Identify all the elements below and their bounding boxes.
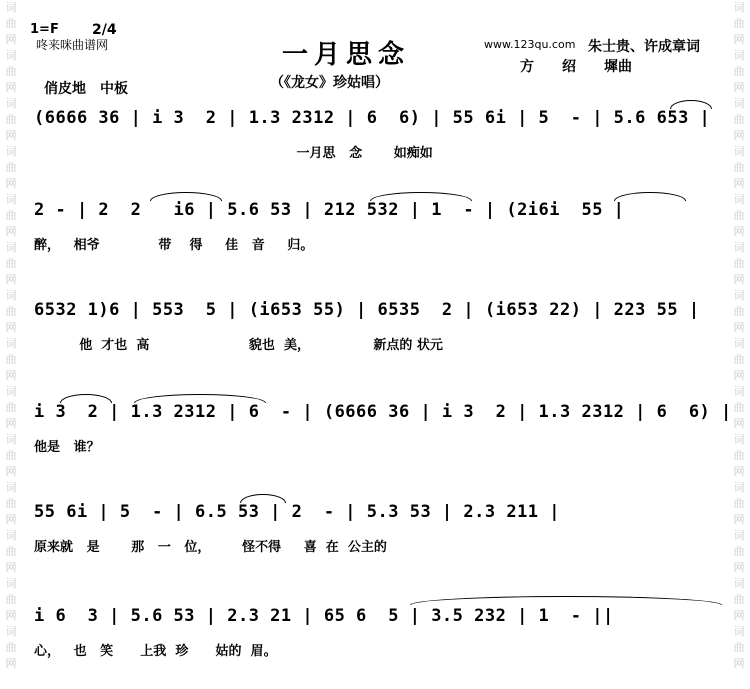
watermark-glyph: 曲 <box>733 545 745 558</box>
watermark-glyph: 曲 <box>5 353 17 366</box>
watermark-glyph: 词 <box>733 193 745 206</box>
watermark-left <box>4 0 18 689</box>
watermark-glyph: 网 <box>5 609 17 622</box>
watermark-glyph: 曲 <box>733 353 745 366</box>
key-signature: 1=F <box>30 22 59 37</box>
watermark-glyph: 曲 <box>733 209 745 222</box>
page-title: 一月思念 <box>282 40 411 70</box>
watermark-glyph: 词 <box>733 433 745 446</box>
watermark-glyph: 词 <box>5 241 17 254</box>
watermark-glyph: 网 <box>5 33 17 46</box>
watermark-glyph: 网 <box>5 321 17 334</box>
notation-line: 6532 1)6 | 553 5 | (i653 55) | 6535 2 | (i653 22) | 223 55 | <box>34 300 700 320</box>
watermark-glyph: 词 <box>5 481 17 494</box>
site-url: www.123qu.com <box>484 38 576 51</box>
watermark-glyph: 词 <box>5 385 17 398</box>
slur-mark <box>670 100 712 109</box>
watermark-glyph: 曲 <box>5 161 17 174</box>
notation-line: i 3 2 | 1.3 2312 | 6 - | (6666 36 | i 3 2 | 1.3 2312 | 6 6) | <box>34 402 732 422</box>
watermark-glyph: 网 <box>5 657 17 670</box>
watermark-glyph: 网 <box>733 81 745 94</box>
staff-system-1 <box>34 108 724 161</box>
watermark-glyph: 曲 <box>733 593 745 606</box>
watermark-glyph: 词 <box>733 625 745 638</box>
watermark-glyph: 曲 <box>5 113 17 126</box>
time-signature: 2/4 <box>92 22 117 38</box>
staff-system-2 <box>34 200 724 253</box>
watermark-glyph: 曲 <box>733 497 745 510</box>
slur-mark <box>60 394 112 403</box>
composer-credit: 方 绍 墀曲 <box>520 59 632 75</box>
tempo-marking: 俏皮地 中板 <box>44 81 128 97</box>
watermark-glyph: 网 <box>733 129 745 142</box>
staff-system-4 <box>34 402 732 455</box>
slur-mark <box>150 192 222 201</box>
watermark-glyph: 词 <box>733 49 745 62</box>
watermark-glyph: 曲 <box>5 17 17 30</box>
watermark-glyph: 词 <box>5 529 17 542</box>
lyrics-line: 他 才也 高 貌也 美， 新点的 状元 <box>34 338 443 353</box>
watermark-glyph: 曲 <box>5 497 17 510</box>
slur-mark <box>240 494 286 503</box>
watermark-glyph: 词 <box>733 289 745 302</box>
watermark-glyph: 网 <box>733 609 745 622</box>
watermark-glyph: 曲 <box>5 401 17 414</box>
watermark-glyph: 曲 <box>5 209 17 222</box>
watermark-glyph: 网 <box>733 417 745 430</box>
watermark-glyph: 网 <box>5 81 17 94</box>
watermark-glyph: 曲 <box>733 65 745 78</box>
notation-line: (6666 36 | i 3 2 | 1.3 2312 | 6 6) | 55 6i | 5 - | 5.6 653 | <box>34 108 711 128</box>
slur-mark <box>614 192 686 201</box>
watermark-glyph: 网 <box>733 657 745 670</box>
slur-mark <box>410 596 722 605</box>
watermark-glyph: 网 <box>5 513 17 526</box>
watermark-glyph: 网 <box>5 273 17 286</box>
watermark-glyph: 词 <box>733 529 745 542</box>
watermark-glyph: 词 <box>733 145 745 158</box>
watermark-glyph: 网 <box>5 225 17 238</box>
watermark-glyph: 曲 <box>5 257 17 270</box>
watermark-glyph: 网 <box>5 417 17 430</box>
watermark-glyph: 曲 <box>733 17 745 30</box>
watermark-glyph: 词 <box>733 481 745 494</box>
lyrics-line: 一月思 念 如痴如 <box>34 146 433 161</box>
lyrics-line: 醉， 相爷 带 得 佳 音 归。 <box>34 238 314 253</box>
watermark-glyph: 曲 <box>733 161 745 174</box>
watermark-glyph: 词 <box>733 241 745 254</box>
watermark-glyph: 网 <box>733 513 745 526</box>
subtitle: （《龙女》珍姑唱） <box>270 75 389 91</box>
watermark-glyph: 词 <box>5 577 17 590</box>
staff-system-5 <box>34 502 724 555</box>
watermark-glyph: 词 <box>5 1 17 14</box>
watermark-glyph: 网 <box>733 225 745 238</box>
watermark-glyph: 网 <box>733 561 745 574</box>
watermark-glyph: 网 <box>5 465 17 478</box>
watermark-glyph: 词 <box>5 49 17 62</box>
watermark-glyph: 词 <box>733 577 745 590</box>
watermark-glyph: 词 <box>5 289 17 302</box>
watermark-glyph: 曲 <box>5 641 17 654</box>
watermark-glyph: 词 <box>733 1 745 14</box>
watermark-glyph: 网 <box>5 129 17 142</box>
watermark-glyph: 网 <box>733 465 745 478</box>
watermark-glyph: 曲 <box>5 65 17 78</box>
lyricist-credit: 朱士贵、许成章词 <box>588 39 700 55</box>
watermark-glyph: 网 <box>733 273 745 286</box>
slur-mark <box>370 192 472 201</box>
watermark-glyph: 网 <box>733 33 745 46</box>
watermark-glyph: 曲 <box>5 545 17 558</box>
watermark-glyph: 曲 <box>5 449 17 462</box>
lyrics-line: 他是 谁？ <box>34 440 100 455</box>
notation-line: 2 - | 2 2 i6 | 5.6 53 | 212 532 | 1 - | (2i6i 55 | <box>34 200 625 220</box>
watermark-glyph: 曲 <box>733 641 745 654</box>
watermark-glyph: 曲 <box>5 305 17 318</box>
watermark-glyph: 词 <box>733 337 745 350</box>
watermark-glyph: 曲 <box>733 113 745 126</box>
watermark-glyph: 曲 <box>733 305 745 318</box>
staff-system-6 <box>34 606 724 659</box>
watermark-glyph: 网 <box>733 369 745 382</box>
watermark-glyph: 网 <box>5 369 17 382</box>
watermark-glyph: 曲 <box>733 401 745 414</box>
watermark-glyph: 词 <box>5 193 17 206</box>
watermark-glyph: 曲 <box>5 593 17 606</box>
watermark-glyph: 词 <box>5 625 17 638</box>
watermark-glyph: 网 <box>5 177 17 190</box>
watermark-glyph: 网 <box>5 561 17 574</box>
watermark-glyph: 词 <box>5 433 17 446</box>
notation-line: i 6 3 | 5.6 53 | 2.3 21 | 65 6 5 | 3.5 232 | 1 - || <box>34 606 614 626</box>
watermark-glyph: 网 <box>733 177 745 190</box>
watermark-glyph: 词 <box>5 97 17 110</box>
watermark-glyph: 词 <box>733 385 745 398</box>
lyrics-line: 原来就 是 那 一 位， 怪不得 喜 在 公主的 <box>34 540 387 555</box>
lyrics-line: 心， 也 笑 上我 珍 姑的 眉。 <box>34 644 277 659</box>
watermark-glyph: 曲 <box>733 257 745 270</box>
site-tag: 咚来咪曲谱网 <box>36 38 109 52</box>
watermark-glyph: 词 <box>5 145 17 158</box>
watermark-glyph: 词 <box>733 97 745 110</box>
watermark-glyph: 词 <box>5 337 17 350</box>
staff-system-3 <box>34 300 724 353</box>
watermark-right <box>732 0 746 689</box>
watermark-glyph: 网 <box>733 321 745 334</box>
notation-line: 55 6i | 5 - | 6.5 53 | 2 - | 5.3 53 | 2.3 211 | <box>34 502 561 522</box>
slur-mark <box>134 394 266 403</box>
watermark-glyph: 曲 <box>733 449 745 462</box>
